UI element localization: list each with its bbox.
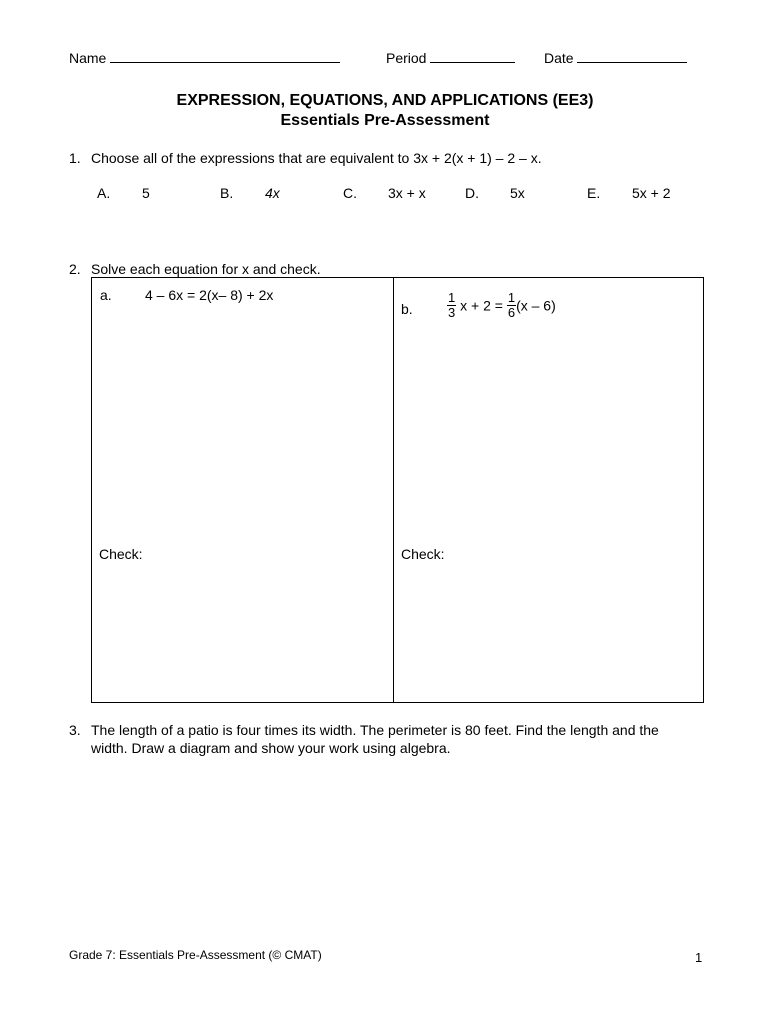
choice-letter: A. — [97, 185, 111, 201]
choice-value: 3x + x — [388, 185, 426, 201]
q2b-label: b. — [401, 301, 413, 317]
footer-text: Grade 7: Essentials Pre-Assessment (© CMAT) — [69, 948, 322, 962]
period-label: Period — [386, 50, 427, 66]
q2b-work-area[interactable] — [393, 277, 704, 703]
date-label: Date — [544, 50, 574, 66]
q2b-equation — [447, 291, 556, 320]
name-field[interactable] — [69, 48, 340, 66]
q2a-work-area[interactable] — [91, 277, 394, 703]
q1-text: Choose all of the expressions that are equivalent to 3x + 2(x + 1) – 2 – x. — [91, 150, 542, 166]
q2b-tail: (x – 6) — [516, 297, 556, 314]
q1-choice-b[interactable] — [220, 185, 280, 201]
name-blank[interactable] — [110, 48, 340, 63]
q2-number: 2. — [69, 261, 81, 277]
choice-value: 4x — [265, 185, 280, 201]
fraction-denominator: 6 — [507, 305, 516, 320]
period-field[interactable] — [386, 48, 515, 66]
q2b-middle: x + 2 = — [460, 297, 503, 314]
q2-text: Solve each equation for x and check. — [91, 261, 321, 277]
choice-value: 5x — [510, 185, 525, 201]
page-subtitle: Essentials Pre-Assessment — [280, 112, 490, 129]
choice-value: 5 — [142, 185, 150, 201]
fraction-numerator: 1 — [448, 290, 456, 305]
q3-text-line1: The length of a patio is four times its width. The perimeter is 80 feet. Find the length and the — [91, 722, 659, 738]
q3-number: 3. — [69, 722, 81, 738]
q3-text-line2: width. Draw a diagram and show your work using algebra. — [91, 740, 451, 756]
choice-letter: D. — [465, 185, 479, 201]
q2b-fraction-1 — [447, 291, 456, 320]
choice-value: 5x + 2 — [632, 185, 671, 201]
q2a-check-label: Check: — [99, 546, 143, 562]
choice-letter: C. — [343, 185, 357, 201]
q1-choice-e[interactable] — [587, 185, 671, 201]
q2a-label: a. — [100, 287, 112, 303]
q2b-fraction-2 — [507, 291, 516, 320]
choice-letter: B. — [220, 185, 234, 201]
date-blank[interactable] — [577, 48, 687, 63]
fraction-numerator: 1 — [507, 290, 516, 305]
date-field[interactable] — [544, 48, 687, 66]
page-title: EXPRESSION, EQUATIONS, AND APPLICATIONS (EE3) — [176, 92, 594, 109]
q1-choice-a[interactable] — [97, 185, 150, 201]
q1-choice-d[interactable] — [465, 185, 525, 201]
q2b-check-label: Check: — [401, 546, 445, 562]
q1-number: 1. — [69, 150, 81, 166]
page-number: 1 — [695, 950, 703, 965]
q1-choice-c[interactable] — [343, 185, 426, 201]
name-label: Name — [69, 50, 107, 66]
q2a-equation: 4 – 6x = 2(x– 8) + 2x — [145, 287, 274, 303]
choice-letter: E. — [587, 185, 601, 201]
fraction-denominator: 3 — [448, 305, 456, 320]
period-blank[interactable] — [430, 48, 515, 63]
